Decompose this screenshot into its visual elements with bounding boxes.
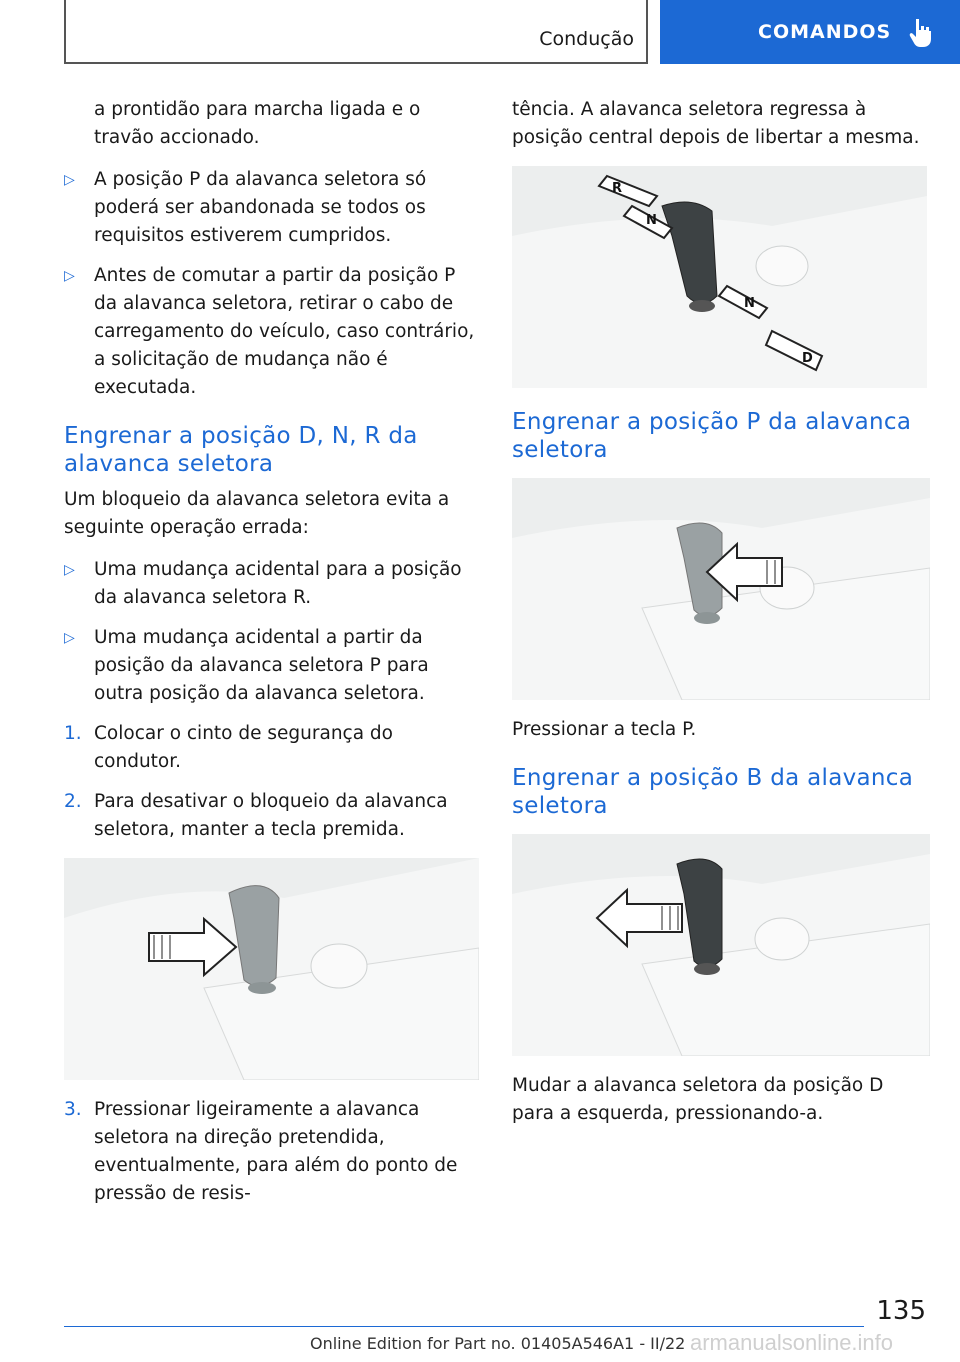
section-heading-b: Engrenar a posição B da alavanca seletora xyxy=(512,765,914,819)
continuation-text: tência. A alavanca seletora regressa à posição central depois de libertar a mesma. xyxy=(512,99,920,148)
watermark: armanualsonline.info xyxy=(690,1330,894,1355)
gear-selector-unlock-illustration xyxy=(64,858,479,1080)
step-number: 2. xyxy=(64,791,82,812)
triangle-bullet-icon: ▷ xyxy=(64,268,75,284)
chapter-tab[interactable] xyxy=(660,0,960,64)
step-number: 3. xyxy=(64,1099,82,1120)
step-item: 1. Colocar o cinto de segurança do condutor. xyxy=(64,720,478,776)
gear-b-position-illustration xyxy=(512,834,930,1056)
chapter-title: COMANDOS xyxy=(758,21,892,43)
left-column xyxy=(64,96,478,1220)
gear-positions-illustration xyxy=(512,166,927,388)
triangle-bullet-icon: ▷ xyxy=(64,630,75,646)
shift-label-n-bottom: N xyxy=(744,296,755,311)
header-section-title: Condução xyxy=(539,28,634,50)
triangle-bullet-icon: ▷ xyxy=(64,172,75,188)
list-item: ▷ A posição P da alavanca seletora só poderá ser abandonada se todos os requisitos estiverem cumpridos. xyxy=(64,166,478,250)
section-heading-dnr: Engrenar a posição D, N, R da alavanca seletora xyxy=(64,423,418,477)
page-number: 135 xyxy=(876,1296,926,1326)
continuation-text: a prontidão para marcha ligada e o travão accionado. xyxy=(94,99,421,148)
triangle-bullet-icon: ▷ xyxy=(64,562,75,578)
step-item: 3. Pressionar ligeiramente a alavanca seletora na direção pretendida, eventualmente, para além do ponto de pressão de resis- xyxy=(64,1096,478,1208)
list-item: ▷ Antes de comutar a partir da posição P da alavanca seletora, retirar o cabo de carregamento do veículo, caso contrário, a solicitação de mudança não é executada. xyxy=(64,262,478,402)
list-item: ▷ Uma mudança acidental a partir da posição da alavanca seletora P para outra posição da alavanca seletora. xyxy=(64,624,478,708)
caption-park: Pressionar a tecla P. xyxy=(512,719,697,740)
right-column xyxy=(512,96,927,1142)
park-button-illustration xyxy=(512,478,930,700)
footer-divider xyxy=(64,1326,864,1327)
shift-label-r: R xyxy=(612,181,623,196)
caption-b: Mudar a alavanca seletora da posição D para a esquerda, pressionando-a. xyxy=(512,1075,884,1124)
step-item: 2. Para desativar o bloqueio da alavanca seletora, manter a tecla premida. xyxy=(64,788,478,844)
footer-edition: Online Edition for Part no. 01405A546A1 - II/22 xyxy=(310,1334,686,1353)
shift-label-d: D xyxy=(802,351,813,366)
intro-text: Um bloqueio da alavanca seletora evita a seguinte operação errada: xyxy=(64,489,450,538)
pointing-hand-icon xyxy=(907,17,933,47)
step-number: 1. xyxy=(64,723,82,744)
section-heading-p: Engrenar a posição P da alavanca seletora xyxy=(512,409,912,463)
list-item: ▷ Uma mudança acidental para a posição da alavanca seletora R. xyxy=(64,556,478,612)
shift-label-n-top: N xyxy=(646,213,657,228)
